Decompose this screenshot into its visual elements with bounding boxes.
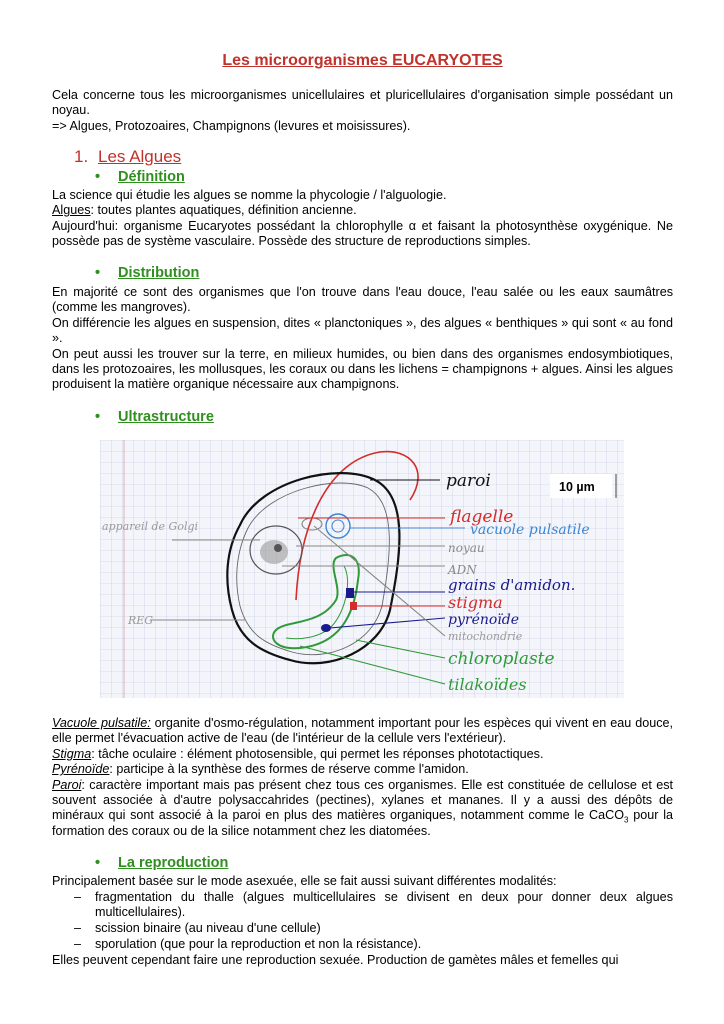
- scale-bar: [550, 474, 616, 498]
- intro-paragraph: [52, 88, 673, 134]
- cell-diagram-figure: [100, 440, 624, 698]
- pyrenoid-shape: [321, 624, 331, 632]
- ultrastructure-text: : caractère important mais pas présent chez tous ces organismes. Elle est constituée de cellulose et est souvent associée à d'autre polysaccahrides (pectines), xylanes et mananes. Il y a aussi des dépôts de minéraux qui sont associé à la paroi en plus des matières organiques, notamment comme le: [52, 777, 673, 823]
- subheading-distribution: [95, 266, 199, 281]
- subheading-definition: [95, 170, 185, 185]
- cell-diagram: [100, 440, 624, 698]
- ultrastructure-text: pour la formation des coraux ou de la silice notamment chez les diatomées.: [52, 808, 673, 838]
- section-heading-algues: [74, 149, 181, 164]
- page-title: Les microorganismes EUCARYOTES: [222, 52, 503, 69]
- intro-line: => Algues, Protozoaires, Champignons (levures et moisissures).: [52, 118, 411, 133]
- term-paroi: Paroi: [52, 777, 82, 792]
- label-noyau: noyau: [448, 541, 485, 555]
- subheading-label: Distribution: [118, 265, 200, 281]
- subheading-reproduction: [95, 856, 228, 871]
- bullet: •: [95, 409, 101, 425]
- section-number: 1.: [74, 147, 89, 166]
- term-stigma: Stigma: [52, 746, 92, 761]
- section-title: Les Algues: [98, 147, 182, 166]
- distribution-text: On peut aussi les trouver sur la terre, en milieux humides, ou bien dans des organismes endosymbiotiques, dans les protozoaires, les mollusques, les coraux ou dans les lichens = champignons + algues. Ainsi les algues produisent la matière organique nécessaire aux champignons.: [52, 346, 673, 392]
- caco3-subscript: 3: [624, 815, 629, 825]
- ultrastructure-text: organite d'osmo-régulation, notamment important pour les espèces qui vivent en eau douce, elle permet l'évacuation active de l'eau (de l'intérieur de la cellule vers l'extérieur).: [52, 716, 674, 746]
- distribution-paragraph: [52, 285, 673, 393]
- list-dash: –: [74, 921, 82, 935]
- label-chloroplaste: chloroplaste: [448, 649, 555, 669]
- caco3-prefix: CaCO: [589, 808, 624, 823]
- starch-grain-shape: [346, 588, 354, 598]
- label-vacuole: vacuole pulsatile: [470, 522, 590, 538]
- definition-line: : toutes plantes aquatiques, définition ancienne.: [90, 203, 357, 218]
- label-grains-amidon: grains d'amidon.: [448, 576, 576, 594]
- list-dash: –: [74, 890, 82, 904]
- definition-line: La science qui étudie les algues se nomme la phycologie / l'alguologie.: [52, 188, 447, 202]
- label-adn: ADN: [448, 563, 477, 577]
- ultrastructure-text: : participe à la synthèse des formes de réserve comme l'amidon.: [109, 762, 469, 777]
- subheading-ultrastructure: [95, 410, 214, 425]
- label-mitochondrie: mitochondrie: [448, 630, 523, 643]
- bullet: •: [95, 169, 101, 185]
- bullet: •: [95, 855, 101, 871]
- reproduction-intro: Principalement basée sur le mode asexuée, elle se fait aussi suivant différentes modalités:: [52, 874, 557, 888]
- label-tilakoides: tilakoïdes: [448, 675, 527, 694]
- scale-label: 10 µm: [559, 480, 595, 494]
- intro-line: Cela concerne tous les microorganismes unicellulaires et pluricellulaires d'organisation simple possédant un noyau.: [52, 88, 673, 118]
- label-appareil-golgi: appareil de Golgi: [102, 520, 199, 533]
- list-item: scission binaire (au niveau d'une cellule): [95, 921, 321, 935]
- distribution-text: En majorité ce sont des organismes que l'on trouve dans l'eau douce, l'eau salée ou les eaux saumâtres (comme les mangroves).: [52, 285, 673, 315]
- label-reg: REG: [128, 614, 154, 627]
- label-pyrenoide: pyrénoïde: [448, 612, 520, 628]
- ultrastructure-paragraph: [52, 716, 673, 839]
- ultrastructure-text: : tâche oculaire : élément photosensible, qui permet les réponses phototactiques.: [91, 746, 544, 761]
- term-algues: Algues: [52, 203, 91, 218]
- subheading-label: Définition: [118, 169, 185, 185]
- subheading-label: La reproduction: [118, 855, 229, 871]
- distribution-text: On différencie les algues en suspension, dites « planctoniques », des algues « benthiques » qui sont « au fond ».: [52, 315, 673, 346]
- definition-paragraph: [52, 188, 673, 250]
- label-flagelle: flagelle: [450, 507, 514, 527]
- label-stigma: stigma: [448, 593, 503, 612]
- term-vacuole-pulsatile: Vacuole pulsatile:: [52, 716, 151, 730]
- list-dash: –: [74, 937, 82, 951]
- stigma-shape: [350, 602, 357, 610]
- definition-line: Aujourd'hui: organisme Eucaryotes possédant la chlorophylle α et faisant la photosynthèse oxygénique. Ne possède pas de système vasculaire. Possède des structure de reproductions simples.: [52, 218, 673, 249]
- subheading-label: Ultrastructure: [118, 409, 214, 425]
- bullet: •: [95, 265, 101, 281]
- list-item: sporulation (que pour la reproduction et non la résistance).: [95, 937, 422, 951]
- reproduction-last-line: Elles peuvent cependant faire une reproduction sexuée. Production de gamètes mâles et femelles qui: [52, 953, 619, 967]
- list-item: fragmentation du thalle (algues multicellulaires se divisent en deux pour donner deux algues multicellulaires).: [95, 890, 673, 920]
- label-paroi: paroi: [446, 471, 491, 491]
- term-pyrenoide: Pyrénoïde: [52, 762, 110, 777]
